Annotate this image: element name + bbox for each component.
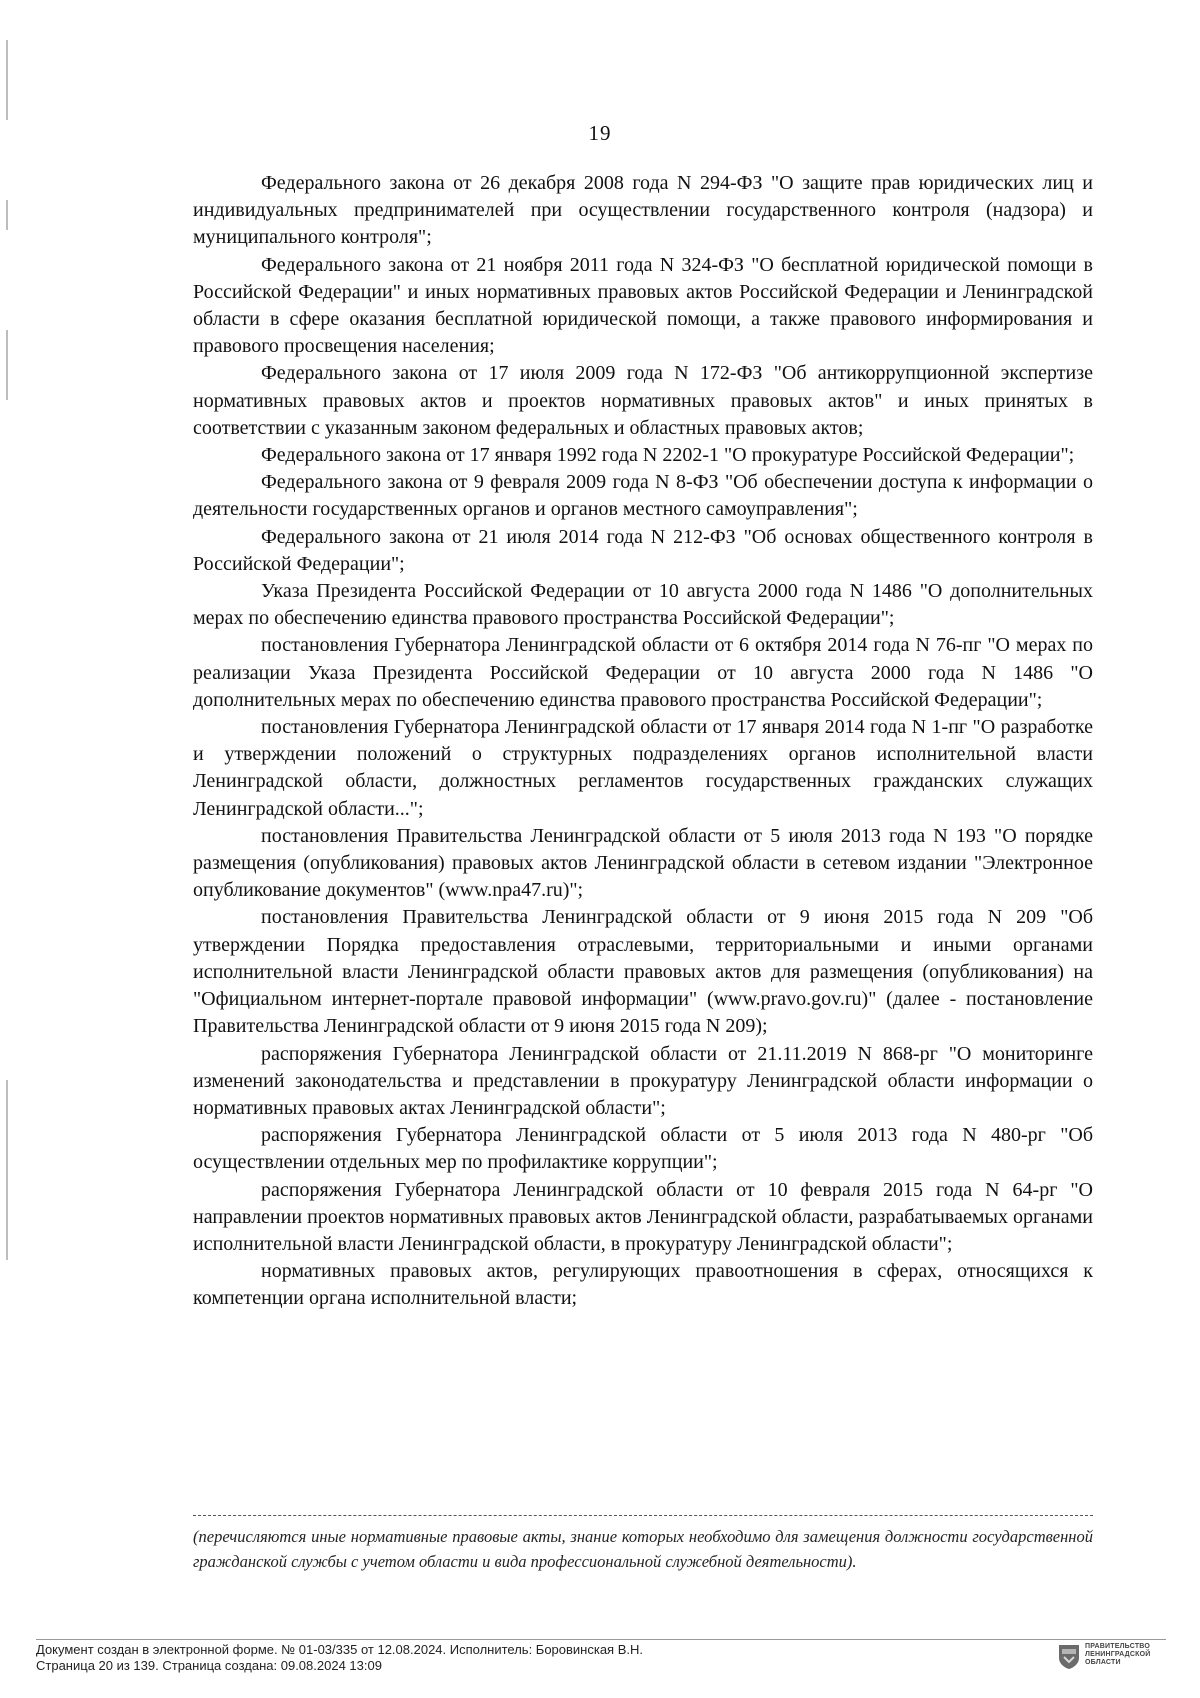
paragraph: Федерального закона от 17 января 1992 года N 2202-1 "О прокуратуре Российской Федерации"; (261, 444, 1075, 467)
paragraph: нормативных правовых актов, регулирующих правоотношения в сферах, относящихся к компетенции органа исполнительной власти; (193, 1260, 1093, 1310)
scan-edge-mark (6, 330, 8, 400)
scan-edge-mark (6, 1080, 8, 1260)
paragraph: Федерального закона от 17 июля 2009 года N 172-ФЗ "Об антикоррупционной экспертизе нормативных правовых актов и проектов нормативных правовых актов" и иных принятых в соответствии с указанным законом федеральных и областных правовых актов; (193, 362, 1093, 439)
footnote-divider (193, 1515, 1093, 1516)
scan-edge-mark (6, 200, 8, 230)
paragraph: Федерального закона от 26 декабря 2008 года N 294-ФЗ "О защите прав юридических лиц и индивидуальных предпринимателей при осуществлении государственного контроля (надзора) и муниципального контроля"; (193, 172, 1093, 249)
document-footer (36, 1642, 643, 1674)
logo-text-line: ПРАВИТЕЛЬСТВО (1085, 1643, 1151, 1650)
footer-document-info: Документ создан в электронной форме. № 01-03/335 от 12.08.2024. Исполнитель: Боровинская В.Н. (36, 1642, 643, 1657)
paragraph: Указа Президента Российской Федерации от 10 августа 2000 года N 1486 "О дополнительных мерах по обеспечению единства правового пространства Российской Федерации"; (193, 580, 1093, 630)
footnote: (перечисляются иные нормативные правовые акты, знание которых необходимо для замещения должности государственной гражданской службы с учетом области и вида профессиональной служебной деятельности). (193, 1527, 1093, 1571)
paragraph: распоряжения Губернатора Ленинградской области от 5 июля 2013 года N 480-рг "Об осуществлении отдельных мер по профилактике коррупции"; (193, 1124, 1093, 1174)
document-body (193, 170, 1093, 1313)
paragraph: Федерального закона от 21 ноября 2011 года N 324-ФЗ "О бесплатной юридической помощи в Российской Федерации" и иных нормативных правовых актов Российской Федерации и Ленинградской области в сфере оказания бесплатной юридической помощи, а также правового информирования и правового просвещения населения; (193, 253, 1093, 358)
logo-text (1085, 1643, 1150, 1667)
paragraph: Федерального закона от 21 июля 2014 года N 212-ФЗ "Об основах общественного контроля в Российской Федерации"; (193, 525, 1093, 575)
scan-edge-mark (6, 40, 8, 120)
coat-of-arms-icon (1058, 1644, 1080, 1670)
government-logo (1058, 1642, 1188, 1676)
paragraph: постановления Правительства Ленинградской области от 9 июня 2015 года N 209 "Об утверждении Порядка предоставления отраслевыми, территориальными и иными органами исполнительной власти Ленинградской области правовых актов для размещения (опубликования) на "Официальном интернет-портале правовой информации" (www.pravo.gov.ru)" (далее - постановление Правительства Ленинградской области от 9 июня 2015 года N 209); (193, 906, 1093, 1038)
logo-text-line: ЛЕНИНГРАДСКОЙ (1085, 1651, 1151, 1658)
page-number: 19 (588, 121, 612, 145)
logo-text-line: ОБЛАСТИ (1085, 1659, 1121, 1666)
paragraph: Федерального закона от 9 февраля 2009 года N 8-ФЗ "Об обеспечении доступа к информации о деятельности государственных органов и органов местного самоуправления"; (193, 471, 1093, 521)
paragraph: распоряжения Губернатора Ленинградской области от 21.11.2019 N 868-рг "О мониторинге изменений законодательства и представлении в прокуратуру Ленинградской области информации о нормативных правовых актах Ленинградской области"; (193, 1042, 1093, 1119)
footer-page-info: Страница 20 из 139. Страница создана: 09.08.2024 13:09 (36, 1658, 382, 1673)
paragraph: постановления Губернатора Ленинградской области от 6 октября 2014 года N 76-пг "О мерах по реализации Указа Президента Российской Федерации от 10 августа 2000 года N 1486 "О дополнительных мерах по обеспечению единства правового пространства Российской Федерации"; (193, 634, 1093, 711)
paragraph: постановления Губернатора Ленинградской области от 17 января 2014 года N 1-пг "О разработке и утверждении положений о структурных подразделениях органов исполнительной власти Ленинградской области, должностных регламентов государственных гражданских служащих Ленинградской области..."; (193, 716, 1093, 820)
paragraph: распоряжения Губернатора Ленинградской области от 10 февраля 2015 года N 64-рг "О направлении проектов нормативных правовых актов Ленинградской области, разрабатываемых органами исполнительной власти Ленинградской области, в прокуратуру Ленинградской области"; (193, 1178, 1093, 1255)
footer-divider (36, 1639, 1166, 1640)
paragraph: постановления Правительства Ленинградской области от 5 июля 2013 года N 193 "О порядке размещения (опубликования) правовых актов Ленинградской области в сетевом издании "Электронное опубликование документов" (www.npa47.ru)"; (193, 824, 1093, 902)
